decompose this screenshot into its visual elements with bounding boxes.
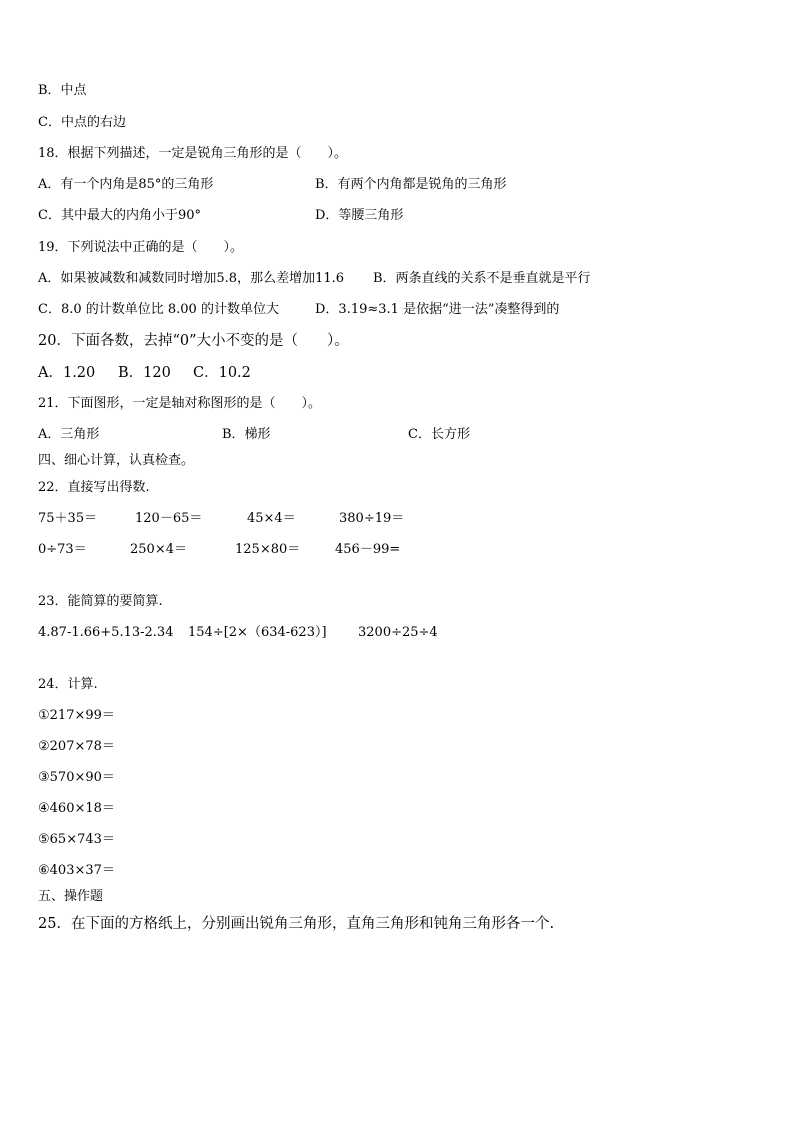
q22-item: 456－99= (335, 542, 401, 557)
q21-option-b: B．梯形 (222, 427, 271, 442)
q20-stem: 20．下面各数，去掉“0”大小不变的是（ ）。 (38, 333, 349, 349)
q19-option-d: D．3.19≈3.1 是依据“进一法”凑整得到的 (315, 302, 560, 317)
q20-option-a: A．1.20 (38, 365, 96, 381)
q20-option-b: B．120 (118, 365, 171, 381)
q22-item: 45×4＝ (247, 511, 296, 526)
q25-stem: 25．在下面的方格纸上，分别画出锐角三角形，直角三角形和钝角三角形各一个. (38, 916, 555, 932)
q23-item: 154÷[2×（634-623）] (188, 625, 327, 640)
q24-item: ⑤65×743＝ (38, 832, 115, 847)
q19-option-a: A．如果被减数和减数同时增加5.8，那么差增加11.6 (38, 271, 345, 286)
q18-option-a: A．有一个内角是85°的三角形 (38, 177, 214, 192)
q24-stem: 24．计算. (38, 677, 98, 692)
q22-item: 0÷73＝ (38, 542, 87, 557)
q21-stem: 21．下面图形，一定是轴对称图形的是（ ）。 (38, 396, 322, 411)
q24-item: ③570×90＝ (38, 770, 115, 785)
q23-stem: 23．能简算的要简算. (38, 594, 163, 609)
q24-item: ⑥403×37＝ (38, 863, 115, 878)
q22-item: 380÷19＝ (339, 511, 405, 526)
q23-item: 4.87-1.66+5.13-2.34 (38, 625, 174, 640)
q23-item: 3200÷25÷4 (358, 625, 438, 640)
q21-option-a: A．三角形 (38, 427, 100, 442)
section-4-heading: 四、细心计算，认真检查。 (38, 453, 195, 468)
q22-stem: 22．直接写出得数. (38, 480, 150, 495)
q17-option-b: B．中点 (38, 83, 87, 98)
section-5-heading: 五、操作题 (38, 889, 104, 904)
q18-option-d: D．等腰三角形 (315, 208, 404, 223)
q24-item: ②207×78＝ (38, 739, 115, 754)
q21-option-c: C．长方形 (408, 427, 470, 442)
q19-option-c: C．8.0 的计数单位比 8.00 的计数单位大 (38, 302, 279, 317)
q22-item: 120－65＝ (135, 511, 203, 526)
q22-item: 250×4＝ (130, 542, 187, 557)
q20-option-c: C．10.2 (193, 365, 251, 381)
q18-stem: 18．根据下列描述，一定是锐角三角形的是（ ）。 (38, 146, 348, 161)
q18-option-b: B．有两个内角都是锐角的三角形 (315, 177, 507, 192)
q24-item: ①217×99＝ (38, 708, 115, 723)
q19-stem: 19．下列说法中正确的是（ ）。 (38, 240, 244, 255)
q18-option-c: C．其中最大的内角小于90° (38, 208, 201, 223)
q17-option-c: C．中点的右边 (38, 115, 126, 130)
q19-option-b: B．两条直线的关系不是垂直就是平行 (373, 271, 591, 286)
q22-item: 125×80＝ (235, 542, 301, 557)
q24-item: ④460×18＝ (38, 801, 115, 816)
q22-item: 75＋35＝ (38, 511, 98, 526)
